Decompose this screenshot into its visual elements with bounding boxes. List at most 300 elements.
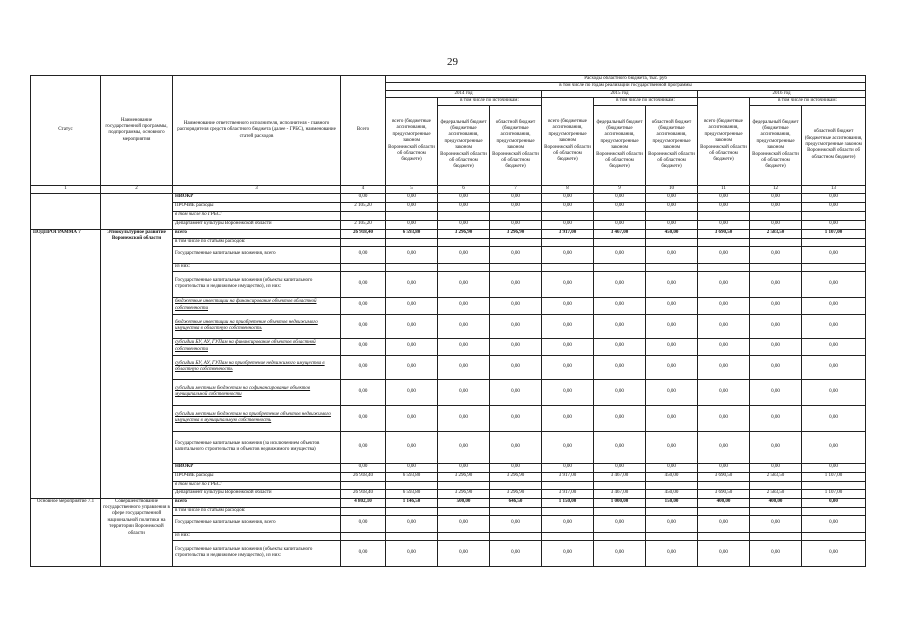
value-cell (490, 238, 542, 246)
value-cell: 0,00 (386, 193, 438, 202)
value-cell: 0,00 (490, 463, 542, 472)
row-label: субсидии БУ, АУ, ГУПам на приобретение недвижимого имущества в областную собственность (173, 355, 341, 379)
value-cell: 2 105,20 (341, 220, 386, 229)
col-number: 11 (698, 185, 750, 193)
row-label: в том числе по статьям расходов: (173, 238, 341, 246)
value-cell: 0,00 (490, 314, 542, 338)
value-cell: 0,00 (802, 220, 866, 229)
value-cell: 0,00 (542, 193, 594, 202)
value-cell: 0,00 (698, 193, 750, 202)
value-cell: 150,00 (646, 498, 698, 507)
header-years-title: в том числе по годам реализации государственной программы (386, 83, 866, 90)
value-cell (438, 507, 490, 515)
measure-name: Совершенствование государственного управления в сфере государственной национальной политики на территории Воронежской области (101, 498, 173, 566)
col-number: 3 (173, 185, 341, 193)
value-cell: 0,00 (802, 246, 866, 263)
value-cell: 6 593,80 (386, 229, 438, 238)
value-cell: 0,00 (802, 540, 866, 566)
value-cell (750, 532, 802, 540)
col-number: 10 (646, 185, 698, 193)
value-cell: 0,00 (490, 355, 542, 379)
value-cell (750, 211, 802, 220)
value-cell (698, 532, 750, 540)
value-cell (750, 507, 802, 515)
value-cell: 0,00 (594, 314, 646, 338)
value-cell: 0,00 (490, 515, 542, 532)
value-cell: 0,00 (646, 379, 698, 405)
value-cell (542, 263, 594, 271)
value-cell (438, 263, 490, 271)
budget-table (30, 75, 866, 567)
value-cell (594, 481, 646, 489)
value-cell: 3 467,00 (594, 229, 646, 238)
value-cell: 0,00 (594, 431, 646, 463)
value-cell: 0,00 (341, 405, 386, 431)
value-cell: 0,00 (646, 314, 698, 338)
value-cell: 0,00 (802, 379, 866, 405)
value-cell: 0,00 (802, 463, 866, 472)
value-cell: 0,00 (341, 355, 386, 379)
status-cell-empty (31, 193, 101, 229)
value-cell (750, 238, 802, 246)
value-cell: 6 593,80 (386, 472, 438, 481)
value-cell: 3 296,90 (490, 472, 542, 481)
value-cell: 0,00 (750, 314, 802, 338)
value-cell: 0,00 (438, 379, 490, 405)
value-cell: 3 296,90 (490, 489, 542, 498)
value-cell: 0,00 (802, 431, 866, 463)
value-cell (750, 481, 802, 489)
value-cell: 0,00 (542, 202, 594, 211)
value-cell: 0,00 (802, 202, 866, 211)
value-cell: 1 150,00 (542, 498, 594, 507)
col-number: 13 (802, 185, 866, 193)
value-cell: 0,00 (542, 379, 594, 405)
value-cell: 0,00 (750, 338, 802, 355)
header-status: Статус (31, 76, 101, 186)
value-cell: 0,00 (341, 515, 386, 532)
value-cell: 0,00 (750, 355, 802, 379)
col-number: 2 (101, 185, 173, 193)
value-cell: 0,00 (698, 405, 750, 431)
header-year-2014: 2014 год (386, 90, 542, 97)
value-cell (542, 238, 594, 246)
value-cell: 0,00 (646, 338, 698, 355)
value-cell: 0,00 (698, 202, 750, 211)
value-cell: 0,00 (341, 271, 386, 297)
value-cell: 0,00 (490, 540, 542, 566)
value-cell (698, 211, 750, 220)
value-cell: 0,00 (542, 405, 594, 431)
row-label: Департамент культуры Воронежской области (173, 220, 341, 229)
value-cell: 0,00 (646, 246, 698, 263)
value-cell: 3 917,00 (542, 472, 594, 481)
value-cell: 0,00 (542, 540, 594, 566)
value-cell (802, 532, 866, 540)
value-cell: 400,00 (750, 498, 802, 507)
value-cell: 0,00 (594, 405, 646, 431)
row-label: Государственные капитальные вложения (объекты капитального строительства и недвижимое имущество), из них: (173, 271, 341, 297)
value-cell: 3 467,00 (594, 472, 646, 481)
value-cell: 0,00 (646, 405, 698, 431)
value-cell: 0,00 (750, 431, 802, 463)
value-cell (594, 507, 646, 515)
value-cell: 2 583,50 (750, 489, 802, 498)
value-cell: 0,00 (386, 246, 438, 263)
value-cell: 0,00 (750, 202, 802, 211)
value-cell: 26 918,40 (341, 472, 386, 481)
value-cell: 0,00 (490, 405, 542, 431)
value-cell: 3 690,50 (698, 489, 750, 498)
value-cell: 0,00 (542, 515, 594, 532)
value-cell: 0,00 (646, 463, 698, 472)
value-cell (341, 507, 386, 515)
value-cell: 450,00 (646, 472, 698, 481)
value-cell (594, 263, 646, 271)
value-cell (646, 263, 698, 271)
value-cell: 0,00 (542, 463, 594, 472)
value-cell: 0,00 (646, 540, 698, 566)
value-cell: 0,00 (386, 220, 438, 229)
col-number: 8 (542, 185, 594, 193)
value-cell: 0,00 (698, 355, 750, 379)
value-cell: 0,00 (341, 314, 386, 338)
value-cell (386, 507, 438, 515)
value-cell: 0,00 (386, 540, 438, 566)
value-cell (542, 211, 594, 220)
row-label: субсидии местным бюджетам на софинансирование объектов муниципальной собственности (173, 379, 341, 405)
value-cell: 0,00 (542, 297, 594, 314)
value-cell: 400,00 (698, 498, 750, 507)
header-src-reg-2015: областной бюджет (бюджетные ассигнования, предусмотренные законом Воронежской области об областном бюджете) (646, 105, 698, 185)
value-cell: 0,00 (594, 271, 646, 297)
value-cell: 0,00 (386, 379, 438, 405)
value-cell (802, 263, 866, 271)
value-cell: 0,00 (750, 297, 802, 314)
value-cell: 0,00 (490, 220, 542, 229)
value-cell: 0,00 (341, 297, 386, 314)
value-cell: 0,00 (490, 297, 542, 314)
row-label: в том числе по ГРБС: (173, 481, 341, 489)
header-src-all-2015: всего (бюджетные ассигнования, предусмотренные законом Воронежской области об областном бюджете) (542, 98, 594, 185)
value-cell (698, 238, 750, 246)
row-label: в том числе по ГРБС: (173, 211, 341, 220)
value-cell: 0,00 (542, 338, 594, 355)
value-cell (490, 263, 542, 271)
header-sources-2015: в том числе по источникам: (594, 98, 698, 105)
value-cell: 3 917,00 (542, 489, 594, 498)
value-cell: 0,00 (646, 220, 698, 229)
value-cell (698, 481, 750, 489)
subprogram-status: ПОДПРОГРАММА 7 (31, 229, 101, 498)
value-cell: 0,00 (594, 220, 646, 229)
row-label: Государственные капитальные вложения, всего (173, 515, 341, 532)
value-cell: 0,00 (386, 314, 438, 338)
value-cell (386, 238, 438, 246)
name-cell-empty (101, 193, 173, 229)
value-cell: 0,00 (386, 271, 438, 297)
value-cell: 1 107,00 (802, 489, 866, 498)
value-cell: 0,00 (438, 338, 490, 355)
value-cell: 0,00 (698, 540, 750, 566)
header-sources-2016: в том числе по источникам: (750, 98, 866, 105)
value-cell (802, 211, 866, 220)
value-cell: 0,00 (438, 431, 490, 463)
value-cell (646, 211, 698, 220)
value-cell: 0,00 (438, 193, 490, 202)
value-cell: 0,00 (542, 314, 594, 338)
value-cell: 500,00 (438, 498, 490, 507)
value-cell: 0,00 (341, 338, 386, 355)
value-cell: 0,00 (594, 540, 646, 566)
value-cell: 0,00 (802, 297, 866, 314)
value-cell: 0,00 (802, 271, 866, 297)
value-cell (802, 238, 866, 246)
value-cell: 0,00 (438, 540, 490, 566)
value-cell: 3 296,90 (490, 229, 542, 238)
value-cell: 0,00 (341, 193, 386, 202)
value-cell: 0,00 (646, 202, 698, 211)
col-number: 5 (386, 185, 438, 193)
col-number: 1 (31, 185, 101, 193)
value-cell (750, 263, 802, 271)
col-number: 9 (594, 185, 646, 193)
row-label: Департамент культуры Воронежской области (173, 489, 341, 498)
page-number: 29 (447, 56, 458, 68)
value-cell: 0,00 (698, 515, 750, 532)
value-cell: 0,00 (542, 431, 594, 463)
value-cell (490, 532, 542, 540)
row-label: субсидии местным бюджетам на приобретение объектов недвижимого имущества в муниципальную собственность (173, 405, 341, 431)
value-cell: 0,00 (341, 379, 386, 405)
subprogram-name: Этнокультурное развитие Воронежской области (101, 229, 173, 498)
row-label: из них: (173, 532, 341, 540)
row-label: Государственные капитальные вложения, всего (173, 246, 341, 263)
row-label: в том числе по статьям расходов: (173, 507, 341, 515)
value-cell: 0,00 (542, 271, 594, 297)
value-cell: 0,00 (386, 355, 438, 379)
value-cell: 0,00 (490, 338, 542, 355)
value-cell (341, 532, 386, 540)
value-cell: 0,00 (490, 246, 542, 263)
value-cell: 0,00 (438, 246, 490, 263)
value-cell (341, 238, 386, 246)
value-cell (386, 263, 438, 271)
value-cell: 0,00 (750, 515, 802, 532)
value-cell: 0,00 (646, 515, 698, 532)
value-cell: 0,00 (802, 405, 866, 431)
value-cell (646, 238, 698, 246)
measure-status: Основное мероприятие 7.1 (31, 498, 101, 566)
value-cell (490, 481, 542, 489)
value-cell: 0,00 (542, 220, 594, 229)
value-cell: 0,00 (438, 463, 490, 472)
value-cell: 1 000,00 (594, 498, 646, 507)
value-cell: 0,00 (490, 193, 542, 202)
value-cell: 0,00 (646, 355, 698, 379)
value-cell: 450,00 (646, 489, 698, 498)
value-cell: 0,00 (386, 297, 438, 314)
header-name: Наименование государственной программы, подпрограммы, основного мероприятия (101, 76, 173, 186)
value-cell (386, 211, 438, 220)
value-cell: 0,00 (802, 193, 866, 202)
col-number: 12 (750, 185, 802, 193)
header-year-2015: 2015 год (542, 90, 698, 97)
value-cell: 0,00 (594, 246, 646, 263)
value-cell: 0,00 (341, 540, 386, 566)
value-cell: 0,00 (698, 297, 750, 314)
row-label: из них: (173, 263, 341, 271)
value-cell: 0,00 (802, 355, 866, 379)
value-cell: 0,00 (438, 515, 490, 532)
value-cell: 0,00 (490, 202, 542, 211)
row-label: ПРОЧИЕ расходы (173, 472, 341, 481)
value-cell: 0,00 (594, 193, 646, 202)
value-cell (490, 211, 542, 220)
value-cell: 450,00 (646, 229, 698, 238)
value-cell: 0,00 (438, 297, 490, 314)
value-cell: 3 917,00 (542, 229, 594, 238)
value-cell: 0,00 (646, 431, 698, 463)
value-cell (594, 211, 646, 220)
value-cell: 0,00 (386, 463, 438, 472)
header-src-all-2014: всего (бюджетные ассигнования, предусмотренные законом Воронежской области об областном бюджете) (386, 98, 438, 185)
col-number: 7 (490, 185, 542, 193)
value-cell: 0,00 (594, 202, 646, 211)
value-cell: 0,00 (750, 463, 802, 472)
value-cell: 0,00 (594, 297, 646, 314)
value-cell: 26 918,40 (341, 229, 386, 238)
value-cell: 0,00 (698, 338, 750, 355)
value-cell: 0,00 (646, 271, 698, 297)
value-cell (646, 532, 698, 540)
value-cell: 0,00 (490, 431, 542, 463)
row-label: НИОКР (173, 193, 341, 202)
value-cell: 1 146,50 (386, 498, 438, 507)
col-number: 4 (341, 185, 386, 193)
value-cell: 3 467,00 (594, 489, 646, 498)
value-cell: 3 690,50 (698, 229, 750, 238)
value-cell: 0,00 (386, 431, 438, 463)
row-label: всего (173, 498, 341, 507)
header-expenses: Расходы областного бюджета, тыс. руб (386, 76, 866, 83)
value-cell: 0,00 (341, 463, 386, 472)
row-label: Государственные капитальные вложения (объекты капитального строительства и недвижимое имущество), из них: (173, 540, 341, 566)
value-cell: 0,00 (490, 379, 542, 405)
value-cell: 0,00 (386, 515, 438, 532)
header-sources-2014: в том числе по источникам: (438, 98, 542, 105)
value-cell: 2 105,20 (341, 202, 386, 211)
row-label: Государственные капитальные вложения (за исключением объектов капитального строительства и объектов недвижимого имущества) (173, 431, 341, 463)
value-cell: 0,00 (698, 246, 750, 263)
value-cell (802, 507, 866, 515)
value-cell: 0,00 (698, 463, 750, 472)
row-label: бюджетные инвестиции на приобретение объектов недвижимого имущества в областную собственность (173, 314, 341, 338)
value-cell: 0,00 (438, 271, 490, 297)
header-src-reg-2014: областной бюджет (бюджетные ассигнования, предусмотренные законом Воронежской области об областном бюджете) (490, 105, 542, 185)
value-cell: 0,00 (802, 515, 866, 532)
value-cell: 2 583,50 (750, 472, 802, 481)
value-cell: 0,00 (802, 338, 866, 355)
value-cell: 0,00 (750, 220, 802, 229)
header-src-fed-2015: федеральный бюджет (бюджетные ассигнования, предусмотренные законом Воронежской области об областном бюджете) (594, 105, 646, 185)
value-cell: 0,00 (594, 338, 646, 355)
value-cell: 0,00 (750, 271, 802, 297)
value-cell: 0,00 (386, 338, 438, 355)
value-cell: 3 690,50 (698, 472, 750, 481)
value-cell: 0,00 (646, 193, 698, 202)
value-cell (698, 263, 750, 271)
value-cell: 646,50 (490, 498, 542, 507)
value-cell: 0,00 (646, 297, 698, 314)
value-cell: 0,00 (341, 246, 386, 263)
value-cell (646, 507, 698, 515)
value-cell: 0,00 (802, 314, 866, 338)
value-cell: 0,00 (594, 355, 646, 379)
value-cell: 0,00 (490, 271, 542, 297)
value-cell: 0,00 (438, 220, 490, 229)
value-cell (386, 532, 438, 540)
value-cell: 0,00 (750, 540, 802, 566)
value-cell: 0,00 (698, 431, 750, 463)
value-cell (594, 238, 646, 246)
value-cell: 1 107,00 (802, 229, 866, 238)
value-cell: 0,00 (750, 193, 802, 202)
value-cell: 0,00 (698, 314, 750, 338)
value-cell: 3 296,90 (438, 489, 490, 498)
value-cell: 0,00 (594, 379, 646, 405)
header-src-reg-2016: областной бюджет (бюджетные ассигнования, предусмотренные законом Воронежской области об областном бюджете) (802, 105, 866, 185)
value-cell (594, 532, 646, 540)
value-cell: 0,00 (341, 431, 386, 463)
value-cell (542, 507, 594, 515)
value-cell: 0,00 (386, 405, 438, 431)
value-cell: 0,00 (750, 379, 802, 405)
value-cell (490, 507, 542, 515)
header-year-2016: 2016 год (698, 90, 866, 97)
value-cell (438, 238, 490, 246)
value-cell: 0,00 (594, 515, 646, 532)
header-executor: Наименование ответственного исполнителя, исполнителя - главного распорядителя средств областного бюджета (далее - ГРБС), наименование статей расходов (173, 76, 341, 186)
row-label: субсидии БУ, АУ, ГУПам на финансирование объектов областной собственности (173, 338, 341, 355)
value-cell: 0,00 (386, 202, 438, 211)
header-src-fed-2014: федеральный бюджет (бюджетные ассигнования, предусмотренные законом Воронежской области об областном бюджете) (438, 105, 490, 185)
value-cell: 0,00 (698, 271, 750, 297)
value-cell: 3 296,90 (438, 229, 490, 238)
value-cell: 3 296,90 (438, 472, 490, 481)
value-cell: 0,00 (594, 463, 646, 472)
value-cell: 4 802,10 (341, 498, 386, 507)
header-total: Всего (341, 76, 386, 186)
value-cell: 0,00 (698, 220, 750, 229)
value-cell: 0,00 (438, 405, 490, 431)
value-cell (542, 481, 594, 489)
value-cell (386, 481, 438, 489)
value-cell: 0,00 (698, 379, 750, 405)
row-label: бюджетные инвестиции на финансирование объектов областной собственности (173, 297, 341, 314)
value-cell: 0,00 (438, 314, 490, 338)
value-cell: 0,00 (542, 355, 594, 379)
header-src-fed-2016: федеральный бюджет (бюджетные ассигнования, предусмотренные законом Воронежской области об областном бюджете) (750, 105, 802, 185)
row-label: всего (173, 229, 341, 238)
value-cell (438, 211, 490, 220)
value-cell: 2 583,50 (750, 229, 802, 238)
value-cell: 6 593,80 (386, 489, 438, 498)
value-cell (542, 532, 594, 540)
value-cell: 0,00 (438, 355, 490, 379)
value-cell (341, 481, 386, 489)
value-cell: 0,00 (438, 202, 490, 211)
